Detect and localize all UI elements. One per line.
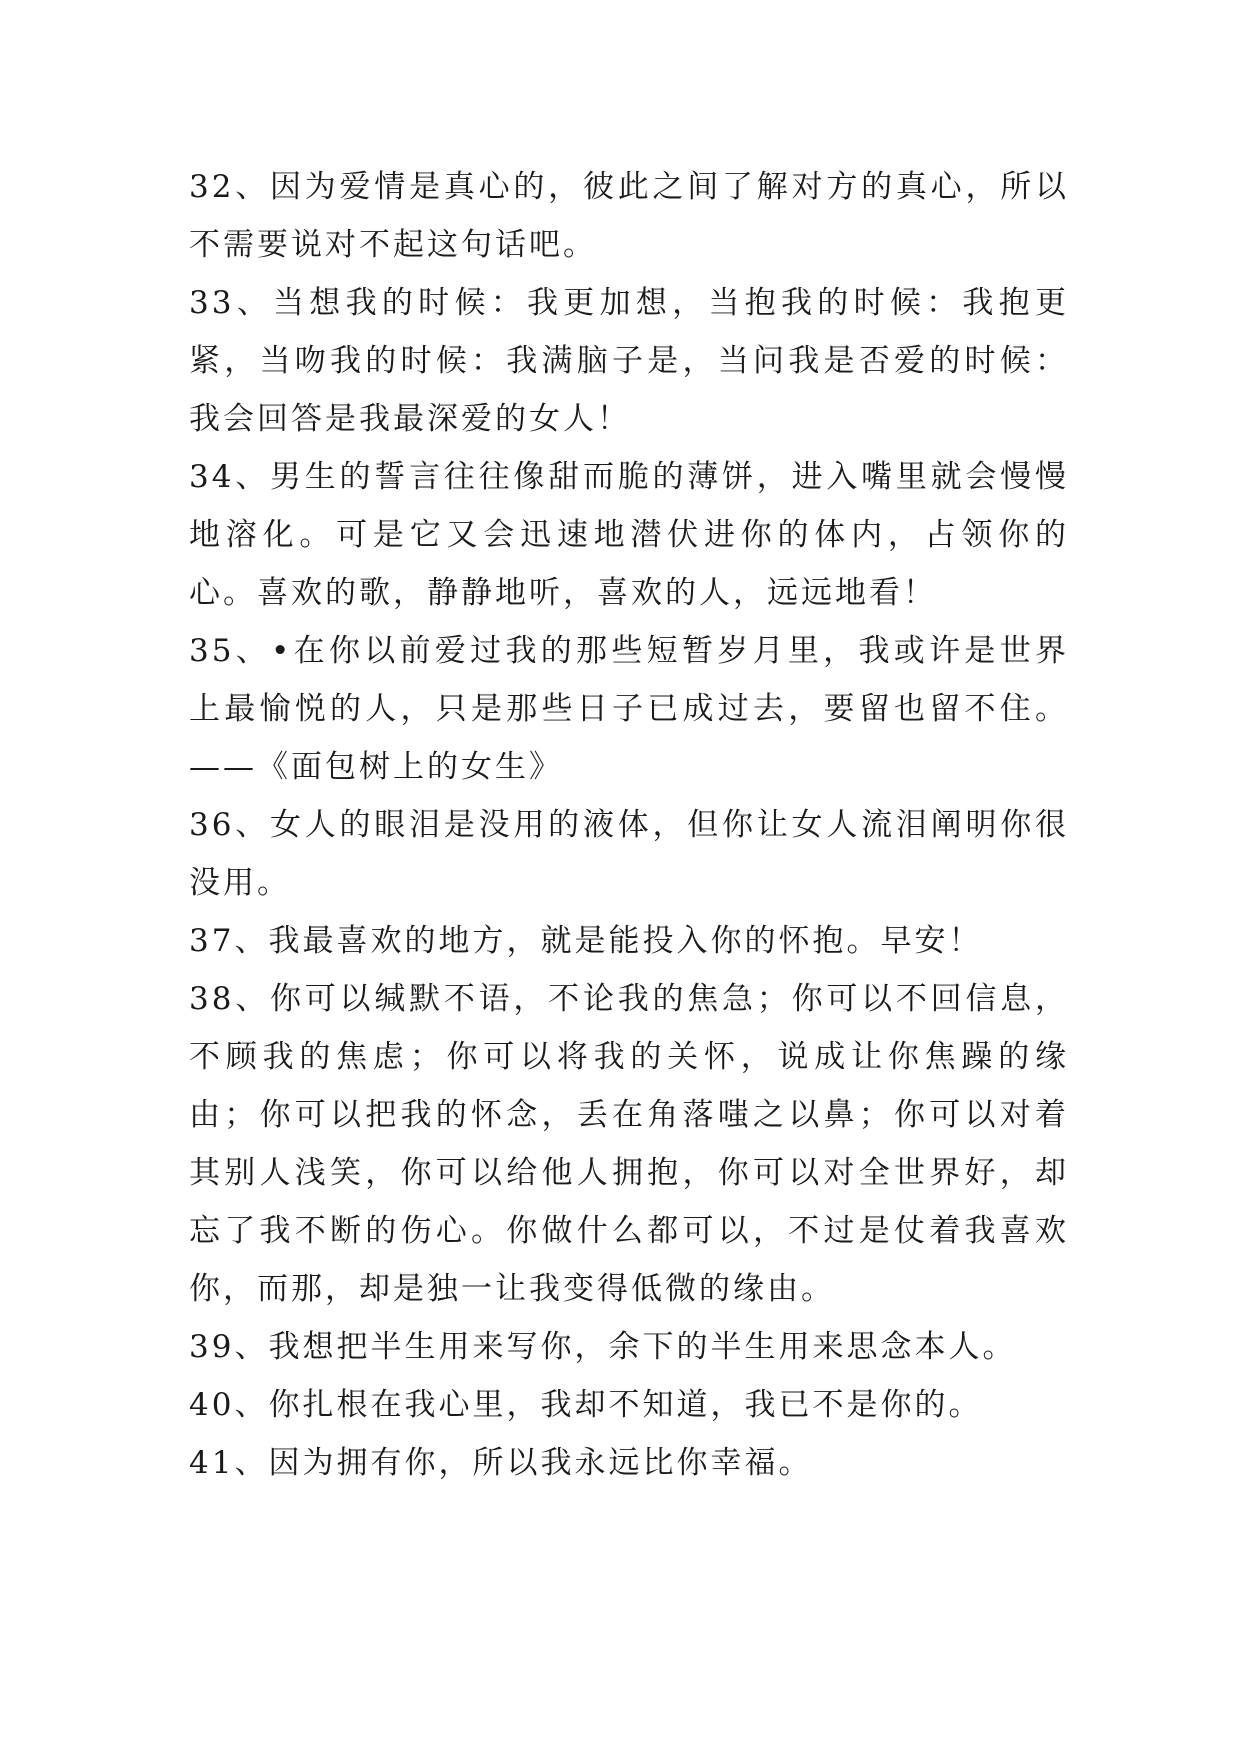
paragraph-32: 32、因为爱情是真心的，彼此之间了解对方的真心，所以不需要说对不起这句话吧。 [189, 169, 1069, 263]
paragraph-35: 35、•在你以前爱过我的那些短暂岁月里，我或许是世界上最愉悦的人，只是那些日子已成过去，要留也留不住。——《面包树上的女生》 [189, 633, 1069, 785]
paragraph-34: 34、男生的誓言往往像甜而脆的薄饼，进入嘴里就会慢慢地溶化。可是它又会迅速地潜伏进你的体内，占领你的心。喜欢的歌，静静地听，喜欢的人，远远地看！ [189, 459, 1069, 611]
paragraph-39: 39、我想把半生用来写你，余下的半生用来思念本人。 [189, 1329, 1017, 1365]
paragraph-38: 38、你可以缄默不语，不论我的焦急；你可以不回信息，不顾我的焦虑；你可以将我的关怀，说成让你焦躁的缘由；你可以把我的怀念，丢在角落嗤之以鼻；你可以对着其别人浅笑，你可以给他人拥抱，你可以对全世界好，却忘了我不断的伤心。你做什么都可以，不过是仗着我喜欢你，而那，却是独一让我变得低微的缘由。 [189, 981, 1069, 1307]
paragraph-41: 41、因为拥有你，所以我永远比你幸福。 [189, 1445, 813, 1481]
paragraph-37: 37、我最喜欢的地方，就是能投入你的怀抱。早安！ [189, 923, 983, 959]
paragraph-40: 40、你扎根在我心里，我却不知道，我已不是你的。 [189, 1387, 983, 1423]
paragraph-33: 33、当想我的时候：我更加想，当抱我的时候：我抱更紧，当吻我的时候：我满脑子是，当问我是否爱的时候：我会回答是我最深爱的女人！ [189, 285, 1069, 437]
paragraph-36: 36、女人的眼泪是没用的液体，但你让女人流泪阐明你很没用。 [189, 807, 1069, 901]
document-body [189, 158, 1069, 1492]
